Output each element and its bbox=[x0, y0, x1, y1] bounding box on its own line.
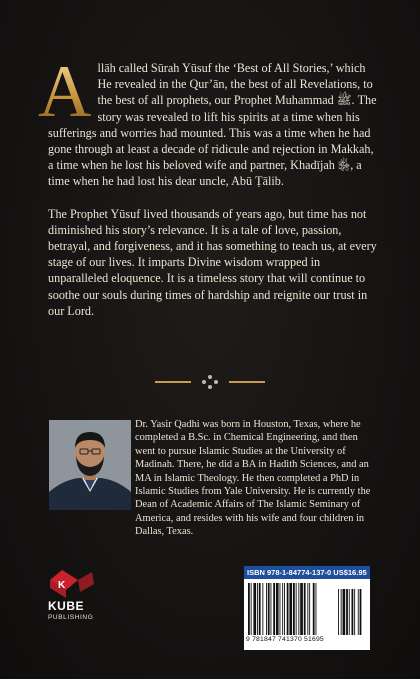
barcode bbox=[244, 566, 370, 650]
blurb bbox=[38, 51, 378, 335]
barcode-bar bbox=[271, 583, 272, 635]
barcode-bar bbox=[293, 583, 295, 635]
barcode-bar bbox=[259, 583, 261, 635]
barcode-bar bbox=[282, 583, 283, 635]
svg-text:K: K bbox=[58, 580, 66, 591]
barcode-bar bbox=[354, 589, 355, 635]
author-photo bbox=[49, 420, 131, 510]
barcode-bar bbox=[338, 589, 339, 635]
barcode-bar bbox=[341, 589, 342, 635]
barcode-bar bbox=[298, 583, 299, 635]
publisher-name: KUBE bbox=[48, 599, 85, 613]
blurb-paragraph-2: The Prophet Yūsuf lived thousands of years ago, but time has not diminished his story’s relevance. It is a tale of love, passion, betrayal, and forgiveness, and it has something to teach us, at every stage of our lives. It imparts Divine wisdom wrapped in unparalleled eloquence. It is a timeless story that will continue to soothe our souls during times of hardship and reignite our trust in our Lord. bbox=[48, 206, 377, 318]
barcode-bar bbox=[276, 583, 279, 635]
barcode-bar bbox=[273, 583, 275, 635]
barcode-bar bbox=[309, 583, 310, 635]
author-bio: Dr. Yasir Qadhi was born in Houston, Texas, where he completed a B.Sc. in Chemical Engineering, and then went to pursue Islamic Studies at the University of Madinah. There, he did a BA in Hadith Sciences, and an MA in Islamic Theology. He then completed a PhD in Islamic Studies from Yale University. He is currently the Dean of Academic Affairs of The Islamic Seminary of America, and resides with his wife and four children in Dallas, Texas. bbox=[135, 419, 371, 538]
ornament-dots-icon bbox=[200, 375, 220, 389]
ornament-line-right bbox=[229, 381, 265, 383]
barcode-bar bbox=[251, 583, 252, 635]
barcode-bar bbox=[266, 583, 267, 635]
barcode-bar bbox=[287, 583, 289, 635]
publisher-subtitle: PUBLISHING bbox=[48, 614, 94, 621]
barcode-bar bbox=[352, 589, 354, 635]
barcode-bar bbox=[360, 589, 362, 635]
barcode-bar bbox=[346, 589, 348, 635]
barcode-bar bbox=[268, 583, 270, 635]
ornament-divider bbox=[155, 375, 265, 389]
barcode-bar bbox=[316, 583, 317, 635]
barcode-bar bbox=[289, 583, 292, 635]
ornament-line-left bbox=[155, 381, 191, 383]
barcode-bar bbox=[257, 583, 258, 635]
barcode-bar bbox=[349, 589, 350, 635]
barcode-bar bbox=[358, 589, 359, 635]
barcode-bars bbox=[248, 583, 366, 637]
barcode-bar bbox=[253, 583, 256, 635]
barcode-bar bbox=[343, 589, 346, 635]
barcode-bar bbox=[296, 583, 297, 635]
barcode-bar bbox=[313, 583, 315, 635]
barcode-bar bbox=[262, 583, 263, 635]
isbn-price-label: ISBN 978-1-84774-137-0 US$16.95 bbox=[244, 566, 370, 579]
barcode-bar bbox=[280, 583, 281, 635]
drop-cap: A bbox=[38, 51, 92, 133]
barcode-bar bbox=[304, 583, 306, 635]
blurb-paragraph-1: llāh called Sūrah Yūsuf the ‘Best of All Stories,’ which He revealed in the Qur’ān, the best of all Revelations, to the best of all prophets, our Prophet Muhammad ﷺ. The story was revealed to lift his spirits at a time when his sufferings and worries had mounted. This was a time when he had gone through at least a decade of ridicule and rejection in Makkah, a time when he lost his beloved wife and partner, Khadījah ﵂, a time when he had lost his dear uncle, Abū Ṭālib. bbox=[48, 61, 377, 189]
barcode-bar bbox=[307, 583, 308, 635]
barcode-digits: 9 781847 741370 51695 bbox=[246, 636, 324, 643]
barcode-bar bbox=[248, 583, 250, 635]
barcode-bar bbox=[300, 583, 303, 635]
barcode-bar bbox=[284, 583, 285, 635]
